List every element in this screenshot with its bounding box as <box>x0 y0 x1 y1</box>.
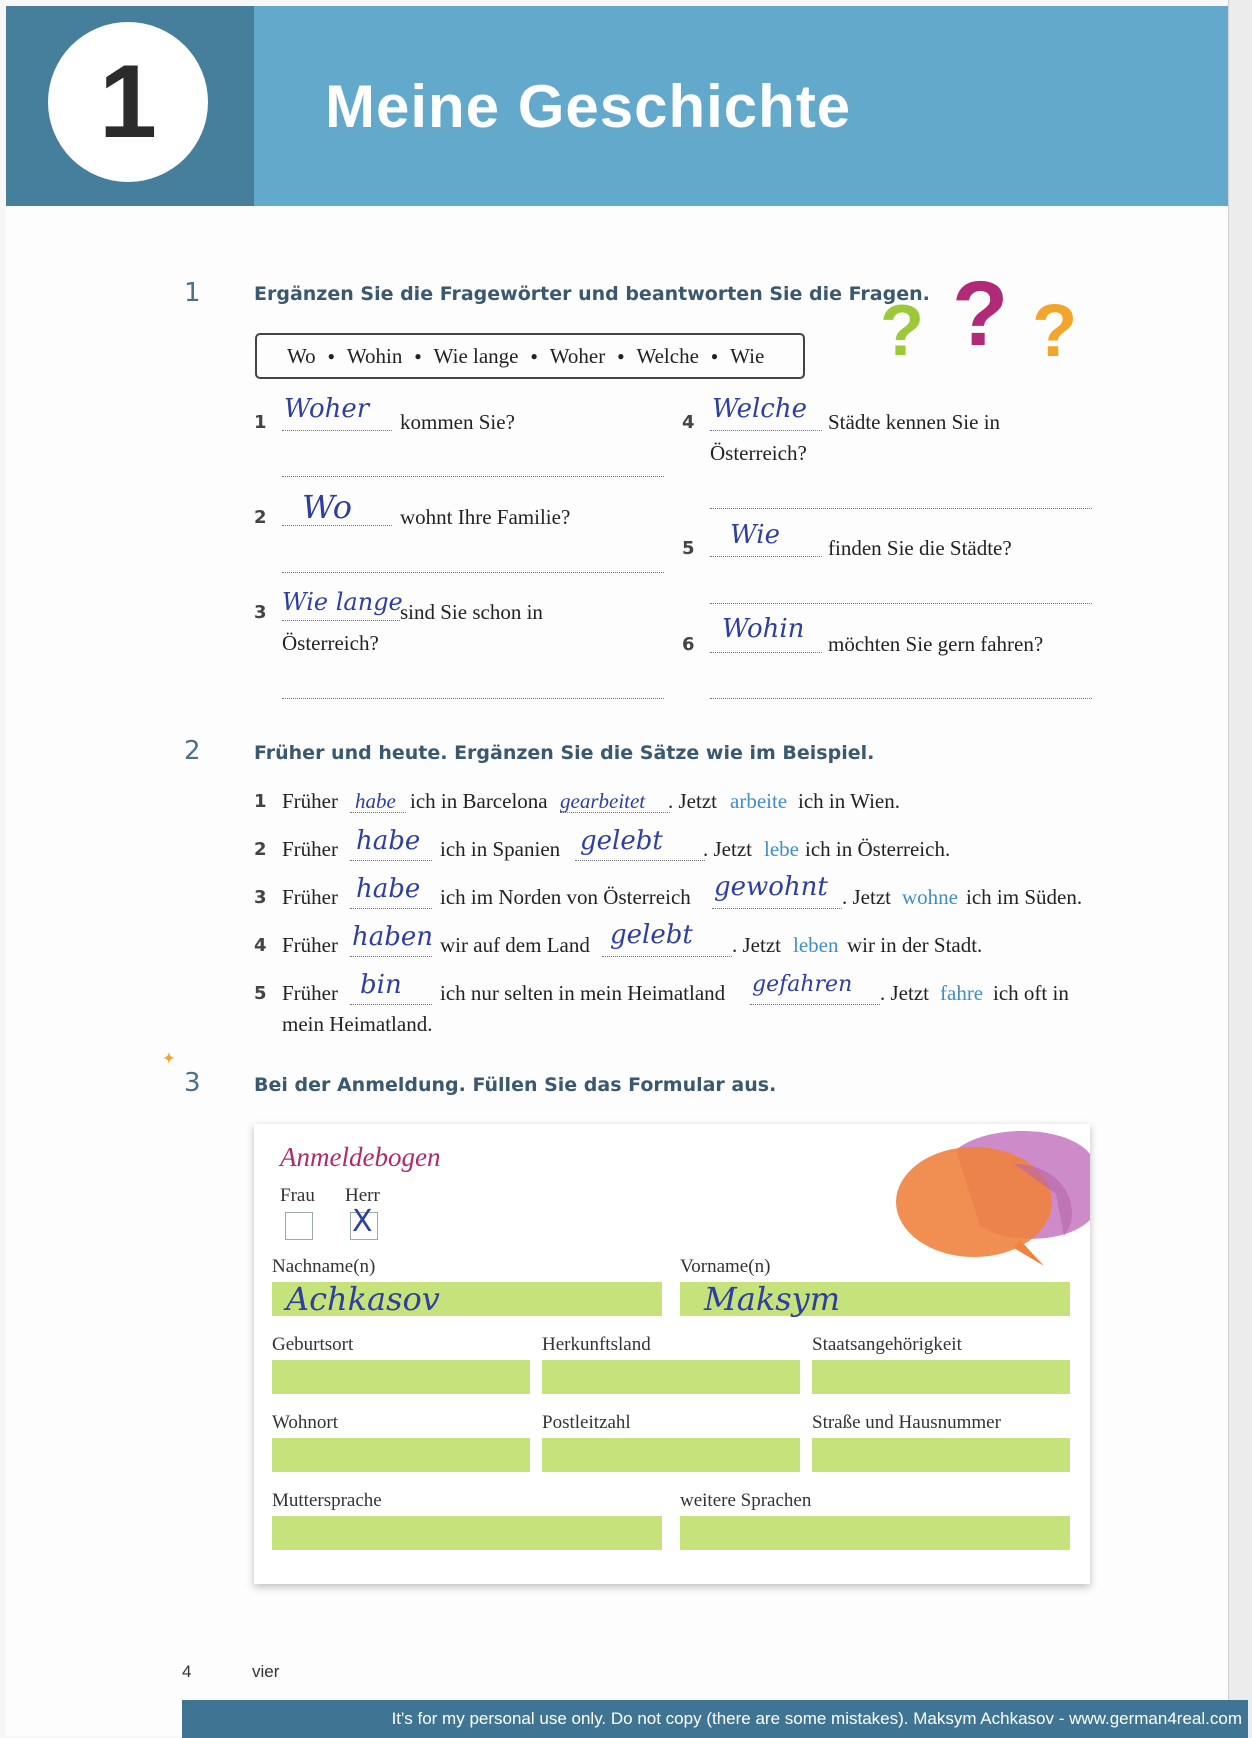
sentence-text: Früher <box>282 981 338 1005</box>
sentence-text: . Jetzt <box>732 933 781 957</box>
answer-blank[interactable] <box>350 956 432 957</box>
sentence-text: Früher <box>282 789 338 813</box>
handwritten-answer: Wohin <box>722 614 805 644</box>
sentence-text: ich nur selten in mein Heimatland <box>440 981 726 1005</box>
handwritten-answer: gelebt <box>610 920 693 950</box>
label-staatsangehoerigkeit: Staatsangehörigkeit <box>812 1334 962 1355</box>
muttersprache-field[interactable] <box>272 1516 662 1550</box>
answer-line[interactable] <box>282 572 664 573</box>
question-text: kommen Sie? <box>400 410 515 434</box>
question-number: 1 <box>254 412 267 433</box>
question-mark-magenta-icon: ? <box>952 263 1009 365</box>
question-number: 4 <box>682 412 695 433</box>
sentence-number: 5 <box>254 983 267 1004</box>
sentence-text: wir auf dem Land <box>440 933 590 957</box>
present-verb: lebe <box>764 837 799 861</box>
page-number: 4 <box>182 1662 192 1681</box>
example-answer: gearbeitet <box>560 789 646 813</box>
answer-blank[interactable] <box>350 860 432 861</box>
label-strasse: Straße und Hausnummer <box>812 1412 1001 1433</box>
sentence-text: ich im Süden. <box>966 885 1083 909</box>
question-number: 3 <box>254 602 267 623</box>
sentence-text: ich in Barcelona <box>410 789 548 813</box>
answer-blank[interactable] <box>710 652 822 653</box>
handwritten-answer: Woher <box>284 394 370 424</box>
handwritten-answer: gefahren <box>752 972 853 997</box>
label-frau: Frau <box>280 1185 315 1206</box>
question-text: Städte kennen Sie in <box>828 410 1001 434</box>
exercise-2-number: 2 <box>184 736 201 766</box>
herkunftsland-field[interactable] <box>542 1360 800 1394</box>
present-verb: wohne <box>902 885 958 909</box>
sentence-text-continued: mein Heimatland. <box>282 1012 433 1036</box>
label-geburtsort: Geburtsort <box>272 1334 354 1355</box>
chapter-title: Meine Geschichte <box>325 73 852 140</box>
bullet-icon: ● <box>414 348 422 363</box>
handwritten-answer: Wo <box>302 488 352 526</box>
answer-blank[interactable] <box>710 556 822 557</box>
exercise-1-instruction: Ergänzen Sie die Fragewörter und beantworten Sie die Fragen. <box>254 283 930 305</box>
chapter-number: 1 <box>48 22 208 182</box>
label-wohnort: Wohnort <box>272 1412 339 1433</box>
answer-line[interactable] <box>282 476 664 477</box>
answer-blank[interactable] <box>602 956 732 957</box>
answer-line[interactable] <box>710 698 1092 699</box>
sentence-text: . Jetzt <box>880 981 929 1005</box>
handwritten-answer: Wie lange <box>282 588 403 616</box>
question-text: möchten Sie gern fahren? <box>828 632 1044 656</box>
sentence-text: Früher <box>282 933 338 957</box>
bullet-icon: ● <box>617 348 625 363</box>
answer-line[interactable] <box>282 698 664 699</box>
question-text: finden Sie die Städte? <box>828 536 1012 560</box>
sentence-text: ich in Spanien <box>440 837 561 861</box>
label-muttersprache: Muttersprache <box>272 1490 382 1511</box>
example-answer: habe <box>355 789 396 813</box>
answer-line[interactable] <box>710 603 1092 604</box>
geburtsort-field[interactable] <box>272 1360 530 1394</box>
sentence-text: Früher <box>282 837 338 861</box>
sentence-number: 2 <box>254 839 267 860</box>
checkbox-frau[interactable] <box>285 1212 313 1240</box>
word-bank-item: Welche <box>636 343 699 368</box>
present-verb: fahre <box>940 981 984 1005</box>
handwritten-answer: habe <box>356 826 421 856</box>
speech-bubbles-icon <box>896 1124 1090 1274</box>
label-herkunftsland: Herkunftsland <box>542 1334 651 1355</box>
handwritten-answer: gelebt <box>580 826 663 856</box>
sentence-text: ich in Wien. <box>798 789 900 813</box>
wohnort-field[interactable] <box>272 1438 530 1472</box>
label-nachname: Nachname(n) <box>272 1256 376 1277</box>
label-vorname: Vorname(n) <box>680 1256 771 1277</box>
present-verb: arbeite <box>730 789 788 813</box>
strasse-field[interactable] <box>812 1438 1070 1472</box>
question-text: wohnt Ihre Familie? <box>400 505 571 529</box>
sentence-number: 3 <box>254 887 267 908</box>
footer-banner <box>182 1700 1248 1738</box>
staatsangehoerigkeit-field[interactable] <box>812 1360 1070 1394</box>
label-weitere-sprachen: weitere Sprachen <box>680 1490 812 1511</box>
form-title: Anmeldebogen <box>280 1142 441 1172</box>
present-verb: leben <box>793 933 839 957</box>
question-number: 5 <box>682 538 695 559</box>
bullet-icon: ● <box>530 348 538 363</box>
footer-text: It's for my personal use only. Do not copy (there are some mistakes). Maksym Achkasov - www.german4real.com <box>391 1709 1242 1728</box>
answer-blank[interactable] <box>282 620 400 621</box>
sentence-text: . Jetzt <box>842 885 891 909</box>
nachname-value: Achkasov <box>286 1280 440 1318</box>
question-number: 2 <box>254 507 267 528</box>
star-dots-icon: ✦ <box>163 1050 175 1066</box>
sentence-text: wir in der Stadt. <box>847 933 983 957</box>
question-mark-green-icon: ? <box>880 291 924 371</box>
sentence-text: ich oft in <box>993 981 1069 1005</box>
postleitzahl-field[interactable] <box>542 1438 800 1472</box>
bullet-icon: ● <box>327 348 335 363</box>
sentence-text: Früher <box>282 885 338 909</box>
word-bank-item: Woher <box>549 343 606 368</box>
sentence-number: 4 <box>254 935 267 956</box>
page-edge <box>1228 0 1252 1738</box>
vorname-value: Maksym <box>704 1280 841 1318</box>
sentence-text: . Jetzt <box>668 789 717 813</box>
exercise-3-number: 3 <box>184 1068 201 1098</box>
answer-blank[interactable] <box>350 1004 432 1005</box>
label-herr: Herr <box>345 1185 380 1206</box>
word-bank-item: Wie lange <box>433 343 519 368</box>
bullet-icon: ● <box>710 348 719 363</box>
question-text: sind Sie schon in <box>400 600 543 624</box>
question-number: 6 <box>682 634 695 655</box>
answer-line[interactable] <box>710 508 1092 509</box>
exercise-2-instruction: Früher und heute. Ergänzen Sie die Sätze wie im Beispiel. <box>254 742 875 764</box>
answer-blank[interactable] <box>575 860 705 861</box>
answer-blank[interactable] <box>712 908 842 909</box>
sentence-text: . Jetzt <box>703 837 752 861</box>
answer-blank[interactable] <box>750 1004 880 1005</box>
question-text-continued: Österreich? <box>710 441 807 465</box>
sentence-text: ich in Österreich. <box>805 837 951 861</box>
handwritten-answer: Welche <box>712 394 807 424</box>
exercise-1-number: 1 <box>184 278 201 308</box>
sentence-number: 1 <box>254 791 267 812</box>
checkbox-mark: X <box>352 1204 373 1239</box>
word-bank-item: Wie <box>730 343 765 368</box>
handwritten-answer: habe <box>356 874 421 904</box>
page-number-word: vier <box>252 1662 280 1681</box>
word-bank <box>255 333 805 379</box>
question-text-continued: Österreich? <box>282 631 379 655</box>
weitere-sprachen-field[interactable] <box>680 1516 1070 1550</box>
label-postleitzahl: Postleitzahl <box>542 1412 631 1433</box>
answer-blank[interactable] <box>282 430 392 431</box>
word-bank-item: Wo <box>287 343 316 368</box>
handwritten-answer: gewohnt <box>714 872 828 902</box>
handwritten-answer: haben <box>352 922 434 952</box>
exercise-3-instruction: Bei der Anmeldung. Füllen Sie das Formular aus. <box>254 1074 777 1096</box>
word-bank-item: Wohin <box>346 343 403 368</box>
handwritten-answer: bin <box>360 970 402 1000</box>
question-mark-orange-icon: ? <box>1032 289 1078 372</box>
answer-blank[interactable] <box>710 430 822 431</box>
sentence-text: ich im Norden von Österreich <box>440 885 691 909</box>
handwritten-answer: Wie <box>730 520 780 550</box>
answer-blank[interactable] <box>350 908 432 909</box>
